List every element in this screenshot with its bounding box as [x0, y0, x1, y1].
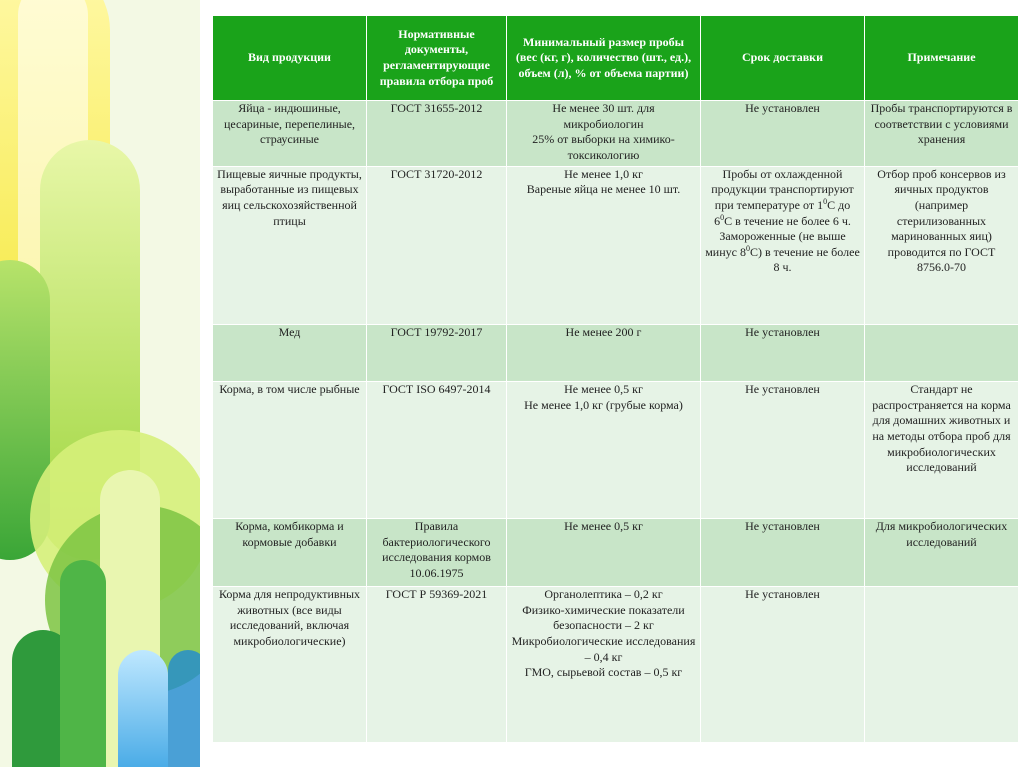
sample-line: ГМО, сырьевой состав – 0,5 кг: [524, 665, 683, 680]
cell-text: Яйца - индюшиные, цесариные, перепелиные, страусиные: [223, 101, 356, 147]
delivery-text: Замороженные (не выше минус 8: [705, 229, 846, 259]
header-row: [213, 16, 1019, 101]
sample-line: Вареные яйца не менее 10 шт.: [526, 182, 681, 197]
cell-delivery: [701, 166, 865, 324]
delivery-text: С до 6: [714, 198, 851, 228]
cell-text: Не установлен: [745, 587, 820, 602]
cell-delivery: [701, 382, 865, 519]
header-documents: [367, 16, 507, 101]
delivery-text: Пробы от охлажденной продукции транспортируют при температуре от 1: [711, 166, 854, 213]
cell-note: [865, 519, 1019, 587]
table-row: [213, 324, 1019, 382]
cell-text: Пищевые яичные продукты, выработанные из пищевых яиц сельскохозяйственной птицы: [217, 166, 362, 228]
superscript: 0: [720, 212, 725, 222]
cell-text: Пробы транспортируются в соответствии с условиями хранения: [870, 101, 1013, 147]
cell-text: Корма, комбикорма и кормовые добавки: [235, 519, 344, 549]
cell-product: [213, 324, 367, 382]
cell-document: [367, 382, 507, 519]
cell-text: Правила бактериологического исследования кормов 10.06.1975: [382, 519, 491, 580]
cell-product: [213, 166, 367, 324]
sample-line: Не менее 30 шт. для микробиологин: [552, 101, 655, 131]
cell-text: Мед: [278, 324, 301, 339]
sample-line: Микробиологические исследования – 0,4 кг: [511, 633, 696, 664]
cell-text: Отбор проб консервов из яичных продуктов (например стерилизованных маринованных яиц) проводится по ГОСТ 8756.0-70: [877, 166, 1006, 275]
cell-document: [367, 166, 507, 324]
cell-product: [213, 101, 367, 167]
header-text: Примечание: [907, 50, 976, 65]
cell-document: [367, 519, 507, 587]
cell-text: Корма, в том числе рыбные: [219, 382, 360, 397]
cell-text: ГОСТ ISO 6497-2014: [382, 382, 491, 397]
cell-text: Корма для непродуктивных животных (все виды исследований, включая микробиологические): [218, 587, 361, 648]
cell-text: Не установлен: [745, 382, 820, 397]
cell-delivery: [701, 101, 865, 167]
header-note: [865, 16, 1019, 101]
sample-line: Не менее 1,0 кг (грубые корма): [524, 397, 683, 412]
cell-sample: [507, 382, 701, 519]
header-text: Срок доставки: [742, 50, 823, 65]
cell-sample: [507, 519, 701, 587]
table-row: [213, 587, 1019, 743]
cell-text: [511, 587, 696, 735]
cell-delivery: [701, 519, 865, 587]
cell-text: [869, 587, 1014, 735]
cell-delivery: [701, 324, 865, 382]
table-row: [213, 519, 1019, 587]
cell-text: Не менее 200 г: [565, 324, 642, 339]
sample-line: Не менее 0,5 кг: [564, 382, 643, 397]
cell-document: [367, 324, 507, 382]
sample-line: Не менее 1,0 кг: [564, 166, 643, 181]
cell-text: Стандарт не распространяется на корма для домашних животных и на методы отбора проб для микробиологических исследований: [872, 382, 1011, 475]
cell-delivery: [701, 587, 865, 743]
superscript: 0: [745, 243, 750, 253]
cell-text: [511, 167, 696, 317]
table-row: [213, 382, 1019, 519]
cell-text: Не менее 0,5 кг: [564, 519, 643, 534]
cell-text: Не установлен: [745, 101, 820, 115]
cell-document: [367, 587, 507, 743]
cell-text: [705, 167, 860, 317]
header-text: Минимальный размер пробы (вес (кг, г), количество (шт., ед.), объем (л), % от объема партии): [515, 34, 692, 80]
sample-line: 25% от выборки на химико-токсикологию: [532, 132, 675, 162]
delivery-text: С в течение не более 6 ч.: [724, 213, 851, 228]
header-product-type: [213, 16, 367, 101]
cell-sample: [507, 587, 701, 743]
cell-text: ГОСТ 31720-2012: [390, 166, 483, 181]
cell-text: ГОСТ Р 59369-2021: [385, 587, 488, 602]
cell-product: [213, 587, 367, 743]
cell-text: Не установлен: [745, 519, 820, 534]
cell-note: [865, 587, 1019, 743]
sample-line: Органолептика – 0,2 кг: [544, 587, 663, 602]
header-delivery-time: [701, 16, 865, 101]
cell-note: [865, 101, 1019, 167]
decorative-background: [0, 0, 200, 767]
cell-text: Для микробиологических исследований: [875, 519, 1008, 549]
delivery-text: С) в течение не более 8 ч.: [749, 244, 860, 275]
cell-product: [213, 382, 367, 519]
cell-note: [865, 166, 1019, 324]
table-row: [213, 166, 1019, 324]
cell-sample: [507, 166, 701, 324]
cell-text: Не установлен: [745, 324, 820, 339]
header-sample-size: [507, 16, 701, 101]
sampling-table: [212, 15, 1019, 743]
header-text: Нормативные документы, регламентирующие правила отбора проб: [379, 26, 494, 88]
table-row: [213, 101, 1019, 167]
cell-sample: [507, 101, 701, 167]
cell-text: [511, 101, 696, 163]
cell-document: [367, 101, 507, 167]
cell-note: [865, 382, 1019, 519]
cell-text: [869, 325, 1014, 379]
sample-line: Физико-химические показатели безопасности – 2 кг: [522, 602, 685, 633]
cell-text: ГОСТ 19792-2017: [390, 324, 483, 339]
cell-product: [213, 519, 367, 587]
cell-text: [511, 382, 696, 512]
superscript: 0: [823, 197, 828, 207]
header-text: Вид продукции: [248, 50, 331, 65]
cell-note: [865, 324, 1019, 382]
cell-text: ГОСТ 31655-2012: [390, 101, 483, 115]
cell-sample: [507, 324, 701, 382]
